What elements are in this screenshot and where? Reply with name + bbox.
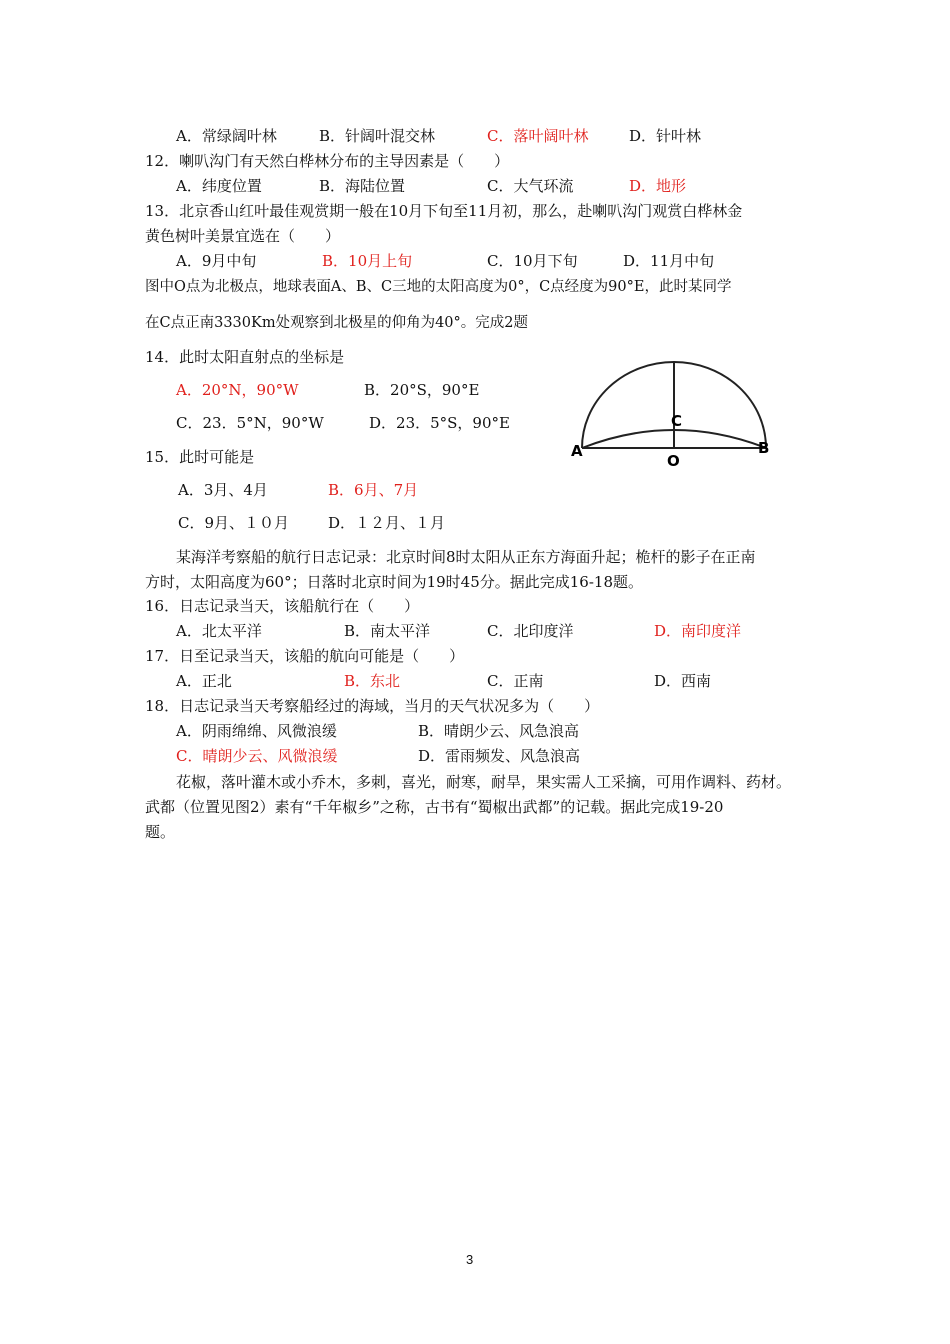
intro-16-18-line2: 方时，太阳高度为60°；日落时北京时间为19时45分。据此完成16-18题。 [145,573,644,591]
q16-option-a: A．北太平洋 [176,622,262,640]
q17-option-d: D．西南 [654,672,712,690]
q16-stem: 16．日志记录当天，该船航行在（ ） [145,597,420,615]
q11-option-c-answer: C．落叶阔叶林 [487,127,589,145]
q18-stem: 18．日志记录当天考察船经过的海域，当月的天气状况多为（ ） [145,697,600,715]
q18-option-d: D．雷雨频发、风急浪高 [418,747,581,765]
q14-option-d: D．23．5°S，90°E [369,414,510,432]
q15-stem: 15．此时可能是 [145,448,255,466]
label-o: O [667,452,680,470]
q13-option-d: D．11月中旬 [623,252,715,270]
q11-option-b: B．针阔叶混交林 [319,127,436,145]
intro-19-20-line3: 题。 [145,823,176,841]
q12-stem: 12．喇叭沟门有天然白桦林分布的主导因素是（ ） [145,152,510,170]
intro-14-15-line2: 在C点正南3330Km处观察到北极星的仰角为40°。完成2题 [145,315,529,331]
q14-stem: 14．此时太阳直射点的坐标是 [145,348,345,366]
q12-option-a: A．纬度位置 [176,177,262,195]
q12-option-b: B．海陆位置 [319,177,406,195]
q15-option-a: A．3月、4月 [178,481,268,499]
label-a: A [571,442,583,460]
q11-option-d: D．针叶林 [629,127,702,145]
q18-option-b: B．晴朗少云、风急浪高 [418,722,580,740]
q12-option-d-answer: D．地形 [629,177,687,195]
intro-16-18-line1: 某海洋考察船的航行日志记录：北京时间8时太阳从正东方海面升起；桅杆的影子在正南 [176,548,756,566]
q13-stem-line2: 黄色树叶美景宜选在（ ） [145,227,341,245]
q12-option-c: C．大气环流 [487,177,574,195]
q15-option-d: D．１２月、１月 [328,514,446,532]
q15-option-c: C．9月、１０月 [178,514,290,532]
q17-option-c: C．正南 [487,672,544,690]
intro-14-15-line1: 图中O点为北极点，地球表面A、B、C三地的太阳高度为0°，C点经度为90°E，此时某同学 [145,279,732,295]
polar-diagram [570,360,780,470]
q17-option-a: A．正北 [176,672,232,690]
q17-stem: 17．日至记录当天，该船的航向可能是（ ） [145,647,465,665]
q17-option-b-answer: B．东北 [344,672,401,690]
label-b: B [758,439,770,457]
q16-option-b: B．南太平洋 [344,622,431,640]
intro-19-20-line1: 花椒，落叶灌木或小乔木，多刺，喜光，耐寒，耐旱，果实需人工采摘，可用作调料、药材。 [176,773,792,791]
q13-stem-line1: 13．北京香山红叶最佳观赏期一般在10月下旬至11月初，那么，赴喇叭沟门观赏白桦林金 [145,202,743,220]
q16-option-c: C．北印度洋 [487,622,574,640]
q18-option-a: A．阴雨绵绵、风微浪缓 [176,722,337,740]
q18-option-c-answer: C．晴朗少云、风微浪缓 [176,747,338,765]
label-c: C [671,412,683,430]
q14-option-b: B．20°S，90°E [364,381,480,399]
q13-option-a: A．9月中旬 [176,252,257,270]
q15-option-b-answer: B．6月、7月 [328,481,419,499]
q13-option-c: C．10月下旬 [487,252,578,270]
q14-option-c: C．23．5°N，90°W [176,414,324,432]
q14-option-a-answer: A．20°N，90°W [176,381,299,399]
intro-19-20-line2: 武都（位置见图2）素有“千年椒乡”之称，古书有“蜀椒出武都”的记载。据此完成19-20 [145,798,724,816]
q16-option-d-answer: D．南印度洋 [654,622,742,640]
q11-option-a: A．常绿阔叶林 [176,127,277,145]
page-number: 3 [466,1252,474,1267]
q13-option-b-answer: B．10月上旬 [322,252,413,270]
